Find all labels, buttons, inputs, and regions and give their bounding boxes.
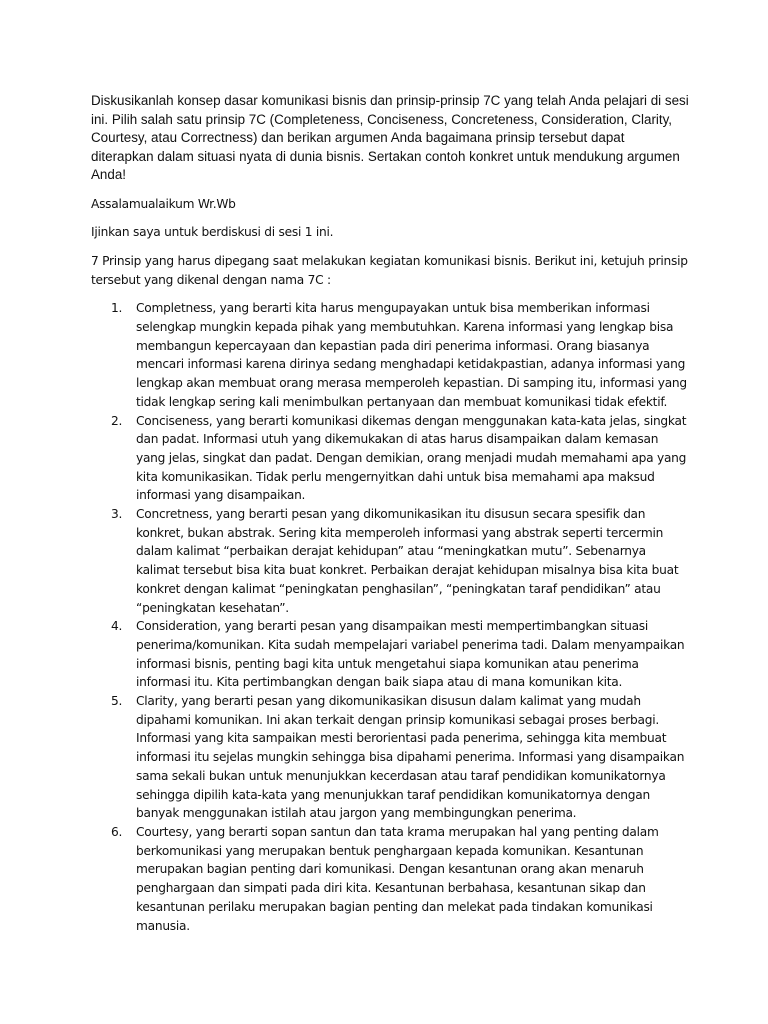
list-item bbox=[91, 692, 689, 823]
question-paragraph: Diskusikanlah konsep dasar komunikasi bisnis dan prinsip-prinsip 7C yang telah Anda pelajari di sesi ini. Pilih salah satu prinsip 7C (Completeness, Conciseness, Concreteness, Consideration, Clarity, Courtesy, atau Correctness) dan berikan argumen Anda bagaimana prinsip tersebut dapat diterapkan dalam situasi nyata di dunia bisnis. Sertakan contoh konkret untuk mendukung argumen Anda! bbox=[91, 93, 689, 182]
list-item-number: 4. bbox=[111, 619, 123, 634]
list-item-text: Consideration, yang berarti pesan yang disampaikan mesti mempertimbangkan situasi penerima/komunikan. Kita sudah mempelajari variabel penerima tadi. Dalam menyampaikan informasi bisnis, penting bagi kita untuk mengetahui siapa komunikan atau penerima informasi itu. Kita pertimbangkan dengan baik siapa atau di mana komunikan kita. bbox=[136, 619, 685, 690]
principles-list bbox=[91, 299, 689, 935]
list-item-number: 1. bbox=[111, 301, 123, 316]
list-item bbox=[91, 412, 689, 506]
list-item-number: 5. bbox=[111, 694, 123, 709]
list-item bbox=[91, 299, 689, 411]
list-item-text: Courtesy, yang berarti sopan santun dan tata krama merupakan hal yang penting dalam berkomunikasi yang merupakan bentuk penghargaan kepada komunikan. Kesantunan merupakan bagian penting dari komunikasi. Dengan kesantunan orang akan menaruh penghargaan dan simpati pada diri kita. Kesantunan berbahasa, kesantunan sikap dan kesantunan perilaku merupakan bagian penting dan melekat pada tindakan komunikasi manusia. bbox=[136, 825, 659, 933]
list-item-text: Conciseness, yang berarti komunikasi dikemas dengan menggunakan kata-kata jelas, singkat dan padat. Informasi utuh yang dikemukakan di atas harus disampaikan dalam kemasan yang jelas, singkat dan padat. Dengan demikian, orang menjadi mudah memahami apa yang kita komunikasikan. Tidak perlu mengernyitkan dahi untuk bisa memahami apa maksud informasi yang disampaikan. bbox=[136, 413, 687, 503]
list-item bbox=[91, 823, 689, 935]
list-item-text: Completness, yang berarti kita harus mengupayakan untuk bisa memberikan informasi selengkap mungkin kepada pihak yang membutuhkan. Karena informasi yang lengkap bisa membangun kepercayaan dan kepastian pada diri penerima informasi. Orang biasanya mencari informasi karena dirinya sedang menghadapi ketidakpastian, adanya informasi yang lengkap akan membuat orang merasa memperoleh kepastian. Di samping itu, informasi yang tidak lengkap sering kali menimbulkan pertanyaan dan membuat komunikasi tidak efektif. bbox=[136, 301, 687, 409]
list-item bbox=[91, 617, 689, 692]
document-page bbox=[91, 92, 689, 935]
list-item-number: 3. bbox=[111, 507, 123, 522]
greeting-paragraph: Assalamualaikum Wr.Wb bbox=[91, 196, 236, 211]
list-item-text: Clarity, yang berarti pesan yang dikomunikasikan disusun dalam kalimat yang mudah dipahami komunikan. Ini akan terkait dengan prinsip komunikasi sebagai proses berbagi. Informasi yang kita sampaikan mesti berorientasi pada penerima, sehingga kita membuat informasi itu sejelas mungkin sehingga bisa dipahami penerima. Informasi yang disampaikan sama sekali bukan untuk menunjukkan kecerdasan atau taraf pendidikan komunikatornya sehingga dipilih kata-kata yang menunjukkan taraf pendidikan komunikatornya dengan banyak menggunakan istilah atau jargon yang membingungkan penerima. bbox=[136, 694, 685, 821]
lead-paragraph: 7 Prinsip yang harus dipegang saat melakukan kegiatan komunikasi bisnis. Berikut ini, ketujuh prinsip tersebut yang dikenal dengan nama 7C : bbox=[91, 253, 688, 287]
list-item bbox=[91, 505, 689, 617]
list-item-number: 6. bbox=[111, 825, 123, 839]
list-item-number: 2. bbox=[111, 413, 123, 428]
list-item-text: Concretness, yang berarti pesan yang dikomunikasikan itu disusun secara spesifik dan konkret, bukan abstrak. Sering kita memperoleh informasi yang abstrak seperti tercermin dalam kalimat “perbaikan derajat kehidupan” atau “meningkatkan mutu”. Sebenarnya kalimat tersebut bisa kita buat konkret. Perbaikan derajat kehidupan misalnya bisa kita buat konkret dengan kalimat “peningkatan penghasilan”, “peningkatan taraf pendidikan” atau “peningkatan kesehatan”. bbox=[136, 507, 679, 615]
intro-paragraph: Ijinkan saya untuk berdiskusi di sesi 1 ini. bbox=[91, 225, 334, 240]
